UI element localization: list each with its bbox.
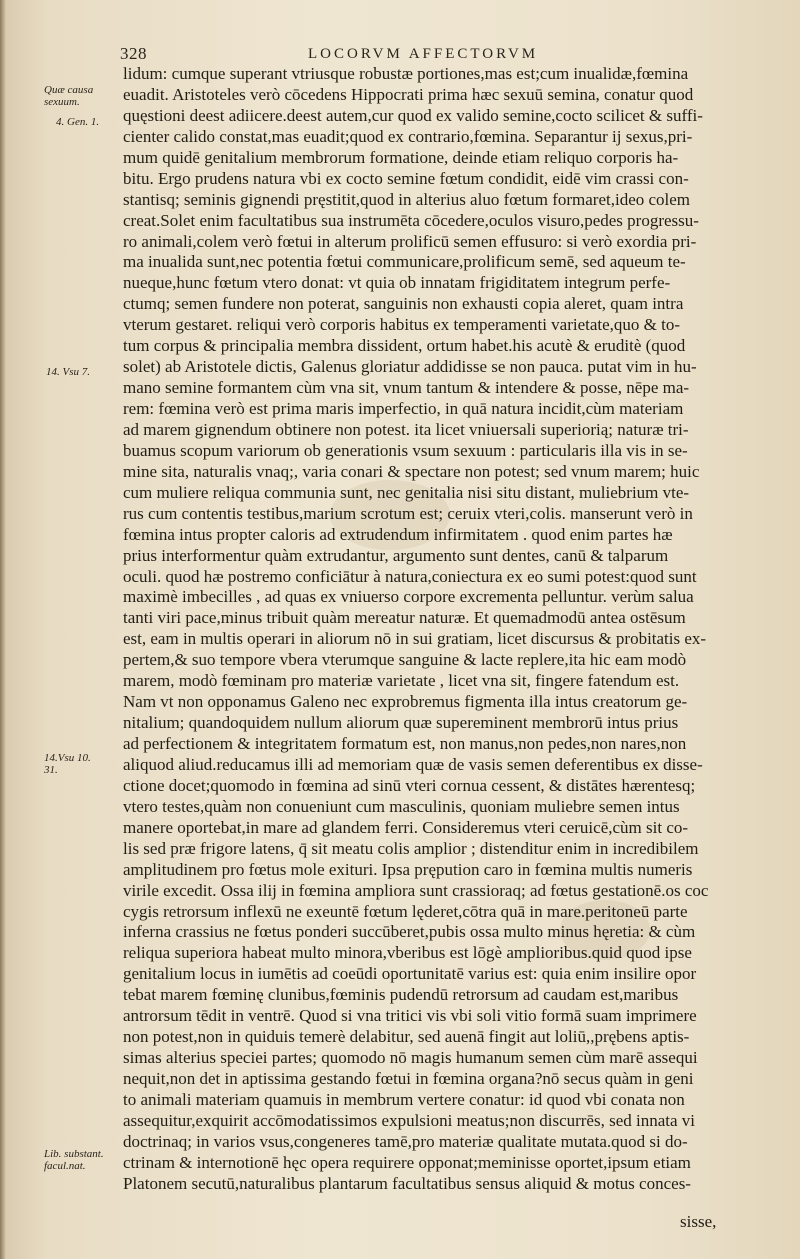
text-line: genitalium locus in iumētis ad coeūdi oportunitatē varius est: quia enim insilire opor	[123, 964, 697, 984]
text-line: to animali materiam quamuis in membrum vertere conatur: id quod vbi conata non	[123, 1089, 685, 1109]
text-line: lidum: cumque superant vtriusque robustæ portiones,mas est;cum inualidæ,fœmina	[123, 64, 689, 83]
text-line: maximè imbecilles , ad quas ex vniuerso corpore excrementa pelluntur. verùm salua	[123, 587, 694, 607]
text-line: ctione docet;quomodo in fœmina ad sinū vteri cornua cessent, & distātes hærentesq;	[123, 775, 696, 795]
text-line: solet) ab Aristotele dictis, Galenus gloriatur addidisse se non pauca. putat vim in hu-	[123, 357, 697, 377]
text-line: reliqua superiora habeat multo minora,vberibus est lōgè amplioribus.quid quod ipse	[123, 943, 692, 963]
text-line: cum muliere reliqua communia sunt, nec genitalia nisi situ distant, muliebrium vte-	[123, 482, 690, 502]
margin-note: Lib. substant. facul.nat.	[44, 1148, 104, 1172]
text-line: simas alterius speciei partes; quomodo nō magis humanum semen cùm marē assequi	[123, 1048, 698, 1068]
text-line: tebat marem fœminę clunibus,fœminis pudendū retrorsum ad caudam est,maribus	[123, 985, 679, 1005]
text-line: doctrinaq; in varios vsus,congeneres tamē,pro materiæ qualitate mutata.quod si do-	[123, 1131, 688, 1151]
margin-note: Quæ causa sexuum.	[44, 84, 94, 108]
catchword: sisse,	[680, 1212, 717, 1231]
text-line: vterum gestaret. reliqui verò corporis habitus ex temperamenti varietate,quo & to-	[123, 315, 681, 335]
margin-note: 14.Vsu 10. 31.	[44, 752, 91, 776]
text-line: pertem,& suo tempore vbera vterumque sanguine & lacte replere,ita hic eam modò	[123, 650, 687, 670]
running-title: LOCORVM AFFECTORVM	[308, 46, 539, 62]
text-line: manere oportebat,in mare ad glandem ferri. Consideremus vteri ceruicē,cùm sit co-	[123, 817, 689, 837]
text-line: inferna crassius ne fœtus ponderi succūberet,pubis ossa multo minus hęretia: & cùm	[123, 922, 696, 942]
text-line: amplitudinem pro fœtus mole exituri. Ipsa prępution caro in fœmina multis numeris	[123, 859, 693, 879]
text-line: non potest,non in quiduis temerè delabitur, sed auenā fingit aut loliū,,prębens aptis-	[123, 1027, 690, 1047]
text-line: buamus scopum variorum ob generationis vsum sexuum : particularis illa vis in se-	[123, 440, 688, 460]
text-line: nitalium; quandoquidem nullum aliorum quæ supereminent membrorū intus prius	[123, 713, 679, 733]
text-line: nequit,non det in aptissima gestando fœtui in fœmina organa?nō secus quàm in geni	[123, 1069, 694, 1088]
text-line: euadit. Aristoteles verò cōcedens Hippocrati prima hæc sexuū semina, conatur quod	[123, 84, 694, 104]
text-line: vtero testes,quàm non conueniunt cum masculinis, quoniam muliebre semen intus	[123, 796, 680, 816]
text-line: ma inualida sunt,nec potentia fœtui communicare,prolificum semē, sed aqueum te-	[123, 252, 686, 272]
margin-note: 4. Gen. 1.	[56, 116, 100, 128]
text-line: antrorsum tēdit in ventrē. Quod si vna tritici vis vbi soli vitio formā suam imprimere	[123, 1006, 697, 1026]
text-line: cienter calido constat,mas euadit;quod ex contrario,fœmina. Separantur ij sexus,pri-	[123, 126, 693, 146]
body-text	[123, 64, 788, 1195]
margin-note: 14. Vsu 7.	[46, 366, 90, 378]
page-gutter-shadow	[0, 0, 6, 1259]
text-line: aliquod aliud.reducamus illi ad memoriam quæ de vasis semen deferentibus ex disse-	[123, 754, 703, 774]
text-line: bitu. Ergo prudens natura vbi ex cocto semine fœtum condidit, eidē vim crassi con-	[123, 168, 689, 188]
text-line: oculi. quod hæ postremo conficiātur à natura,coniectura ex eo sumi potest:quod sunt	[123, 566, 697, 586]
text-line: Platonem secutū,naturalibus plantarum facultatibus sensus aliquid & motus conces-	[123, 1173, 691, 1193]
running-head	[120, 44, 760, 64]
page-number: 328	[120, 44, 147, 63]
text-line: mum quidē genitalium membrorum formatione, deinde etiam reliquo corporis ha-	[123, 147, 679, 167]
text-line: fœmina intus propter caloris ad extrudendum infirmitatem . quod enim partes hæ	[123, 524, 673, 544]
text-line: stantisq; seminis gignendi pręstitit,quod in alterius aluo fœtum formaret,ideo colem	[123, 189, 691, 209]
text-line: tanti viri pace,minus tribuit quàm mereatur naturæ. Et quemadmodū antea ostēsum	[123, 608, 686, 628]
text-line: virile excedit. Ossa ilij in fœmina ampliora sunt crassioraq; ad fœtus gestationē.os coc	[123, 880, 709, 900]
text-line: ro animali,colem verò fœtui in alterum prolificū semen effusuro: si verò exordia pri-	[123, 231, 697, 251]
text-line: rem: fœmina verò est prima maris imperfectio, in quā natura incidit,cùm materiam	[123, 399, 684, 418]
text-line: creat.Solet enim facultatibus sua instrumēta cōcedere,oculos visuro,pedes progressu-	[123, 210, 699, 230]
text-line: nueque,hunc fœtum vtero donat: vt quia ob innatam frigiditatem integrum perfe-	[123, 273, 671, 293]
text-line: ad perfectionem & integritatem formatum est, non manus,non pedes,non nares,non	[123, 734, 687, 753]
text-line: rus cum contentis testibus,marium scrotum est; ceruix vteri,colis. manserunt verò in	[123, 503, 693, 523]
text-line: assequitur,exquirit accōmodatissimos expulsioni meatus;non discurrēs, sed innata vi	[123, 1110, 696, 1130]
text-line: lis sed præ frigore latens, q̄ sit meatu colis amplior ; distenditur enim in incredibilem	[123, 838, 699, 858]
text-line: cygis retrorsum inflexū ne exeuntē fœtum lęderet,cōtra quā in mare.peritoneū parte	[123, 901, 688, 921]
text-line: Nam vt non opponamus Galeno nec exprobremus figmenta illa intus creatorum ge-	[123, 692, 688, 712]
text-line: quęstioni deest adiicere.deest autem,cur quod ex valido semine,cocto scilicet & suffi-	[123, 105, 703, 125]
text-line: est, eam in multis operari in aliorum nō in sui gratiam, licet discursus & probitatis ex-	[123, 629, 707, 649]
text-line: mano semine formantem cùm vna sit, vnum tantum & intendere & posse, nēpe ma-	[123, 378, 690, 398]
text-line: prius interformentur quàm extrudantur, argumento sunt dentes, canū & talparum	[123, 545, 669, 565]
text-line: mine sita, naturalis vnaq;, varia conari & spectare non potest; sed vnum marem; huic	[123, 461, 700, 481]
text-line: ctumq; semen fundere non poterat, sanguinis non exhausti copia aleret, quam intra	[123, 294, 684, 314]
text-line: ctrinam & internotionē hęc opera requirere opponat;meminisse oportet,ipsum etiam	[123, 1152, 691, 1172]
text-line: tum corpus & principalia membra dissident, ortum habet.his acutè & eruditè (quod	[123, 336, 686, 356]
text-line: marem, modò fœminam pro materiæ varietate , licet vna sit, fingere fatendum est.	[123, 671, 680, 691]
text-line: ad marem gignendum obtinere non potest. ita licet vniuersali superiorią; naturæ tri-	[123, 419, 689, 439]
